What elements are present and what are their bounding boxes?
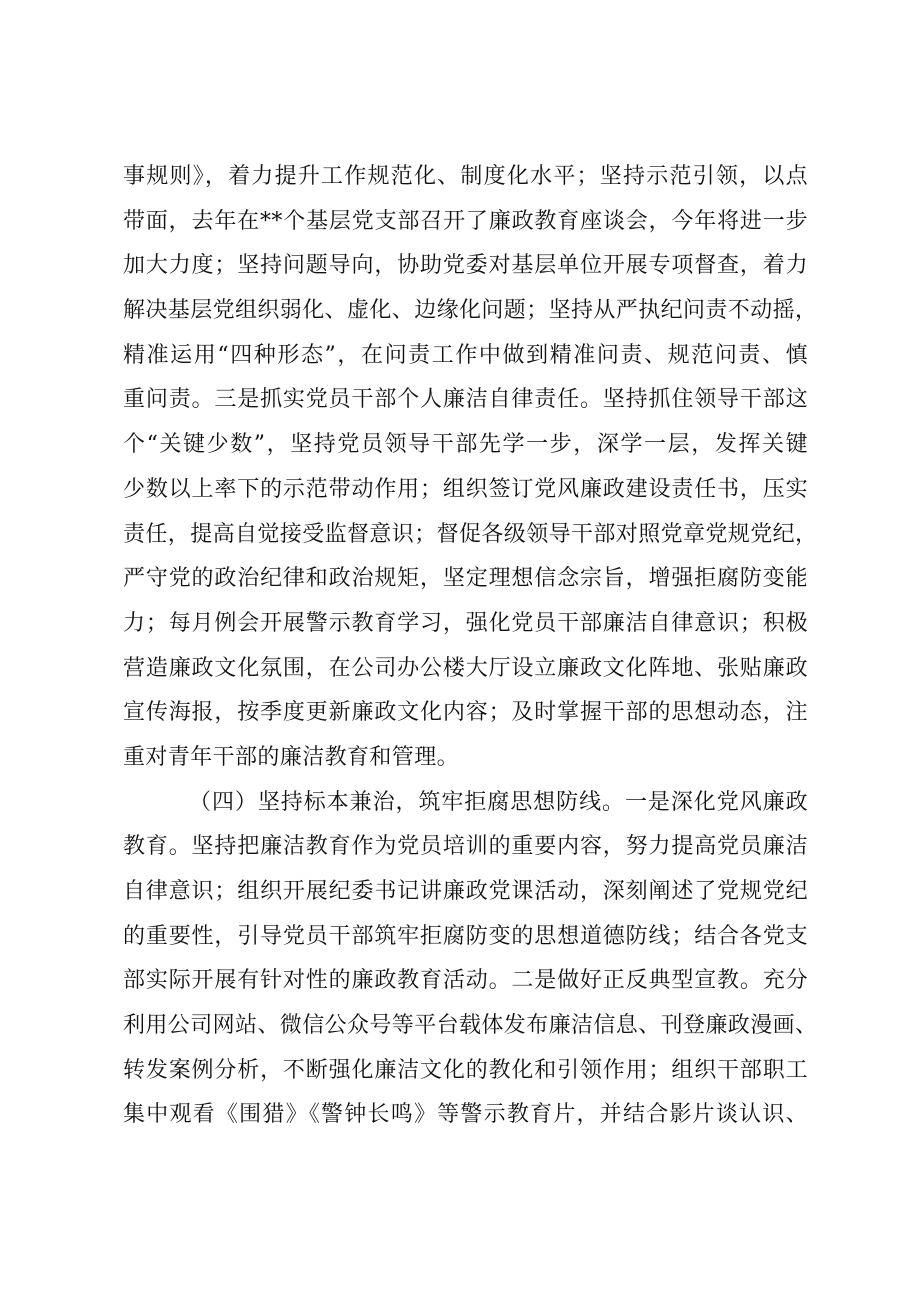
text-line: 的重要性，引导党员干部筑牢拒腐防变的思想道德防线；结合各党支 (123, 923, 808, 949)
text-line: 自律意识；组织开展纪委书记讲廉政党课活动，深刻阐述了党规党纪 (123, 879, 808, 904)
text-line: 少数以上率下的示范带动作用；组织签订党风廉政建设责任书，压实 (123, 476, 808, 502)
text-line: 重对青年干部的廉洁教育和管理。 (123, 744, 460, 770)
text-line: 宣传海报，按季度更新廉政文化内容；及时掌握干部的思想动态，注 (123, 700, 808, 726)
text-line: 加大力度；坚持问题导向，协助党委对基层单位开展专项督查，着力 (123, 253, 808, 279)
text-line: 带面，去年在**个基层党支部召开了廉政教育座谈会，今年将进一步 (123, 208, 808, 234)
text-line: 教育。坚持把廉洁教育作为党员培训的重要内容，努力提高党员廉洁 (123, 834, 808, 860)
text-line: 解决基层党组织弱化、虚化、边缘化问题；坚持从严执纪问责不动摇， (123, 298, 818, 324)
text-line: 集中观看《围猎》《警钟长鸣》等警示教育片，并结合影片谈认识、 (123, 1102, 808, 1128)
text-line: 利用公司网站、微信公众号等平台载体发布廉洁信息、刊登廉政漫画、 (123, 1013, 818, 1039)
text-line: 营造廉政文化氛围，在公司办公楼大厅设立廉政文化阵地、张贴廉政 (123, 655, 808, 681)
text-line: 精准运用“四种形态”，在问责工作中做到精准问责、规范问责、慎 (123, 342, 808, 368)
text-line: 严守党的政治纪律和政治规矩，坚定理想信念宗旨，增强拒腐防变能 (123, 566, 808, 592)
text-line: 力；每月例会开展警示教育学习，强化党员干部廉洁自律意识；积极 (123, 610, 808, 636)
text-line: 转发案例分析，不断强化廉洁文化的教化和引领作用；组织干部职工 (123, 1057, 808, 1083)
text-line: 重问责。三是抓实党员干部个人廉洁自律责任。坚持抓住领导干部这 (123, 387, 808, 413)
text-line: 个“关键少数”，坚持党员领导干部先学一步，深学一层，发挥关键 (123, 432, 808, 458)
text-line: 事规则》，着力提升工作规范化、制度化水平；坚持示范引领，以点 (123, 164, 808, 189)
document-body (123, 155, 818, 1138)
section-heading-line: （四）坚持标本兼治，筑牢拒腐思想防线。一是深化党风廉政 (189, 789, 808, 815)
text-line: 责任，提高自觉接受监督意识；督促各级领导干部对照党章党规党纪， (123, 521, 818, 547)
text-line: 部实际开展有针对性的廉政教育活动。二是做好正反典型宣教。充分 (123, 968, 808, 994)
